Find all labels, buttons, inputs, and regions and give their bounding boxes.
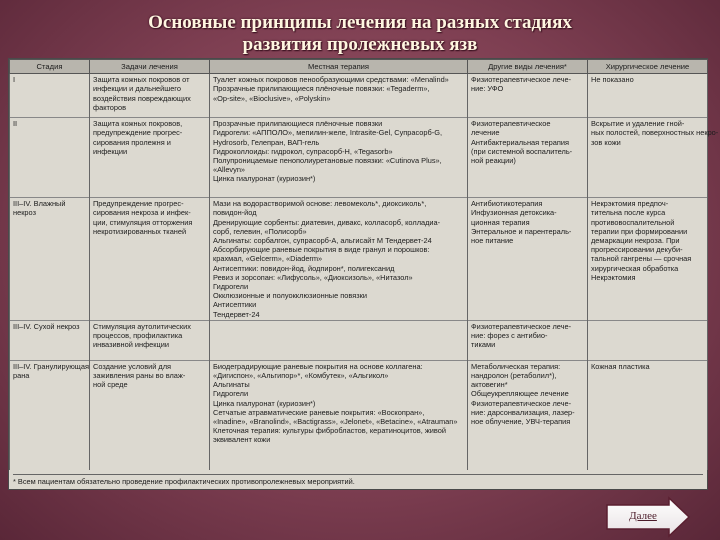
cell-line: Дренирующие сорбенты: диатевин, дивакс, колласорб, колладиа-	[213, 217, 441, 227]
cell-line: III–IV. Влажный	[13, 199, 66, 209]
cell-line: Клеточная терапия: культуры фибробластов, кератиноцитов, живой	[213, 426, 446, 436]
cell-line: Окклюзионные и полуокклюзионные повязки	[213, 291, 367, 301]
cell-line: Энтеральное и парентераль-	[471, 226, 572, 236]
cell-local-therapy	[210, 320, 468, 360]
table-row	[10, 198, 708, 321]
cell-tasks	[90, 360, 210, 470]
cell-line: Туалет кожных покровов пенообразующими средствами: «Menalind»	[213, 75, 449, 85]
cell-line: Прозрачные прилипающиеся плёночные повязки: «Tegaderm»,	[213, 84, 430, 94]
cell-line: Физиотерапевтическое лече-	[471, 321, 572, 331]
cell-other-treatment	[468, 360, 588, 470]
cell-local-therapy	[210, 118, 468, 198]
cell-stage	[10, 320, 90, 360]
cell-line: сорб, гелевин, «Полисорб»	[213, 226, 307, 236]
cell-line: (при системной воспалитель-	[471, 146, 573, 156]
cell-line: Инфузионная детоксикa-	[471, 208, 557, 218]
cell-line: инфекции и дальнейшего	[93, 84, 181, 94]
cell-line: III–IV. Гранулирующая	[13, 361, 90, 371]
cell-line: ное питание	[471, 236, 514, 246]
next-button[interactable]	[605, 497, 691, 537]
cell-local-therapy	[210, 198, 468, 321]
cell-line: противовоспалительной	[591, 217, 675, 227]
cell-line: Цинка гиалуронат (куриозин*)	[213, 398, 316, 408]
cell-line: Создание условий для	[93, 361, 172, 371]
cell-surgical	[588, 198, 708, 321]
cell-tasks	[90, 74, 210, 118]
table-footnote: * Всем пациентам обязательно проведение профилактических противопролежневых мероприятий.	[13, 474, 703, 486]
cell-line: Физиотерапевтическое	[471, 119, 551, 129]
cell-line: терапии при формировании	[591, 226, 688, 236]
cell-local-therapy	[210, 360, 468, 470]
cell-line: Ревиз и зорсопан: «Лифусоль», «Диоксизоль», «Нитазол»	[213, 272, 413, 282]
cell-other-treatment	[468, 320, 588, 360]
cell-line: эквивалент кожи	[213, 435, 271, 445]
treatment-table	[9, 59, 719, 470]
slide-title	[0, 12, 720, 56]
cell-line: «Allevyn»	[213, 165, 246, 175]
cell-line: сирования некроза и инфек-	[93, 208, 191, 218]
cell-line: зов кожи	[591, 137, 621, 147]
header-surgical: Хирургическое лечение	[588, 60, 708, 74]
table-row	[10, 360, 708, 470]
table-body	[10, 74, 719, 471]
cell-line: ции, стимуляция отторжения	[93, 217, 193, 227]
cell-line: Вскрытие и удаление гной-	[591, 119, 685, 129]
cell-line: Стимуляция аутолитических	[93, 321, 191, 331]
cell-line: Сетчатые атравматические раневые покрытия: «Воскопран»,	[213, 407, 425, 417]
cell-line: Физиотерапевтическое лече-	[471, 75, 572, 85]
cell-line: Альгинаты	[213, 380, 250, 390]
header-other-treatment: Другие виды лечения*	[468, 60, 588, 74]
cell-line: тительна после курса	[591, 208, 666, 218]
cell-line: Антисептики: повидон-йод, йодпирон*, полигексанид	[213, 263, 395, 273]
cell-line: рана	[13, 371, 30, 381]
header-stage: Стадия	[10, 60, 90, 74]
cell-line: Полупроницаемые пенополиуретановые повязки: «Cutinova Plus»,	[213, 156, 442, 166]
table-row	[10, 74, 708, 118]
cell-line: Гидроколлоиды: гидрокол, супрасорб-Н, «Tegasorb»	[213, 146, 393, 156]
cell-line: Кожная пластика	[591, 361, 650, 371]
cell-line: Предупреждение прогрес-	[93, 199, 184, 209]
cell-line: Цинка гиалуронат (куриозин*)	[213, 174, 316, 184]
table-row	[10, 320, 708, 360]
cell-line: сирования пролежня и	[93, 137, 171, 147]
cell-line: ние: УФО	[471, 84, 504, 94]
cell-other-treatment	[468, 118, 588, 198]
treatment-table-scan	[8, 58, 719, 490]
table-row	[10, 118, 708, 198]
cell-line: I	[13, 75, 16, 85]
cell-line: инвазивной инфекции	[93, 340, 170, 350]
cell-line: демаркации некроза. При	[591, 236, 680, 246]
cell-line: Альгинаты: сорбалгон, супрасорб-А, альгисайт М Тендервет-24	[213, 236, 432, 246]
cell-surgical	[588, 118, 719, 198]
cell-line: Hydrosorb, Гелепран, ВАП-гель	[213, 137, 320, 147]
cell-line: ние: дарсонвализация, лазер-	[471, 407, 575, 417]
cell-line: ное облучение, УВЧ-терапия	[471, 417, 571, 427]
cell-line: Некрэктомия предпоч-	[591, 199, 669, 209]
cell-line: Биодеградирующие раневые покрытия на основе коллагена:	[213, 361, 423, 371]
cell-line: ной реакции)	[471, 156, 516, 166]
cell-stage	[10, 198, 90, 321]
cell-other-treatment	[468, 74, 588, 118]
cell-stage	[10, 118, 90, 198]
cell-line: ных полостей, поверхностных некро-	[591, 128, 719, 138]
cell-line: Общеукрепляющее лечение	[471, 389, 569, 399]
cell-line: тиками	[471, 340, 496, 350]
cell-line: предупреждение прогрес-	[93, 128, 183, 138]
slide-title-line-2: развития пролежневых язв	[242, 34, 478, 55]
header-local-therapy: Местная терапия	[210, 60, 468, 74]
cell-line: Гидрогели	[213, 389, 249, 399]
cell-line: Гидрогели	[213, 282, 249, 292]
cell-local-therapy	[210, 74, 468, 118]
cell-tasks	[90, 198, 210, 321]
header-tasks: Задачи лечения	[90, 60, 210, 74]
cell-line: воздействия повреждающих	[93, 93, 191, 103]
cell-line: Антибактериальная терапия	[471, 137, 569, 147]
cell-line: «Op-site», «Bioclusive», «Polyskin»	[213, 93, 331, 103]
cell-line: хирургическая обработка	[591, 263, 679, 273]
cell-stage	[10, 74, 90, 118]
cell-line: Гидрогели: «АППОЛО», мепилин-желе, Intrasite-Gel, Супрасорб-G,	[213, 128, 443, 138]
cell-line: актовегин*	[471, 380, 508, 390]
cell-line: ционная терапия	[471, 217, 530, 227]
cell-stage	[10, 360, 90, 470]
cell-line: лечение	[471, 128, 500, 138]
cell-line: крахмал, «Gelcerm», «Diaderm»	[213, 254, 323, 264]
cell-tasks	[90, 320, 210, 360]
cell-surgical	[588, 360, 708, 470]
cell-line: процессов, профилактика	[93, 331, 183, 341]
cell-line: Защита кожных покровов,	[93, 119, 183, 129]
cell-surgical	[588, 74, 708, 118]
cell-line: Защита кожных покровов от	[93, 75, 190, 85]
cell-line: Абсорбирующие раневые покрытия в виде гранул и порошков:	[213, 245, 430, 255]
cell-line: Мази на водорастворимой основе: левомеколь*, диоксиколь*,	[213, 199, 427, 209]
cell-line: III–IV. Сухой некроз	[13, 321, 80, 331]
cell-line: прогрессировании декуби-	[591, 245, 683, 255]
cell-line: ние: форез с антибио-	[471, 331, 548, 341]
cell-line: инфекции	[93, 146, 128, 156]
cell-line: II	[13, 119, 18, 129]
cell-line: Физиотерапевтическое лече-	[471, 398, 572, 408]
cell-line: Антисептики	[213, 300, 257, 310]
cell-line: ной среде	[93, 380, 128, 390]
slide-title-line-1: Основные принципы лечения на разных стадиях	[148, 12, 572, 33]
table-header-row	[10, 60, 708, 74]
cell-line: «Дигиспон», «Альгипор»*, «Комбутек», «Альгикол»	[213, 371, 389, 381]
cell-line: Прозрачные прилипающиеся плёночные повязки	[213, 119, 383, 129]
cell-tasks	[90, 118, 210, 198]
cell-surgical	[588, 320, 708, 360]
cell-other-treatment	[468, 198, 588, 321]
cell-line: повидон-йод	[213, 208, 257, 218]
cell-line: Тендервет-24	[213, 309, 260, 319]
cell-line: Метаболическая терапия:	[471, 361, 561, 371]
next-button-label: Далее	[629, 510, 657, 522]
cell-line: нандролон (ретаболил*),	[471, 371, 557, 381]
cell-line: факторов	[93, 102, 127, 112]
cell-line: Антибиотикотерапия	[471, 199, 543, 209]
cell-line: Не показано	[591, 75, 634, 85]
cell-line: тальной гангрены — срочная	[591, 254, 692, 264]
cell-line: некротизированных тканей	[93, 226, 187, 236]
cell-line: «Inadine», «Branolind», «Bactigrass», «Jelonet», «Betacine», «Atrauman»	[213, 417, 458, 427]
cell-line: некроз	[13, 208, 36, 218]
cell-line: Некрэктомия	[591, 272, 636, 282]
cell-line: заживления раны во влаж-	[93, 371, 186, 381]
